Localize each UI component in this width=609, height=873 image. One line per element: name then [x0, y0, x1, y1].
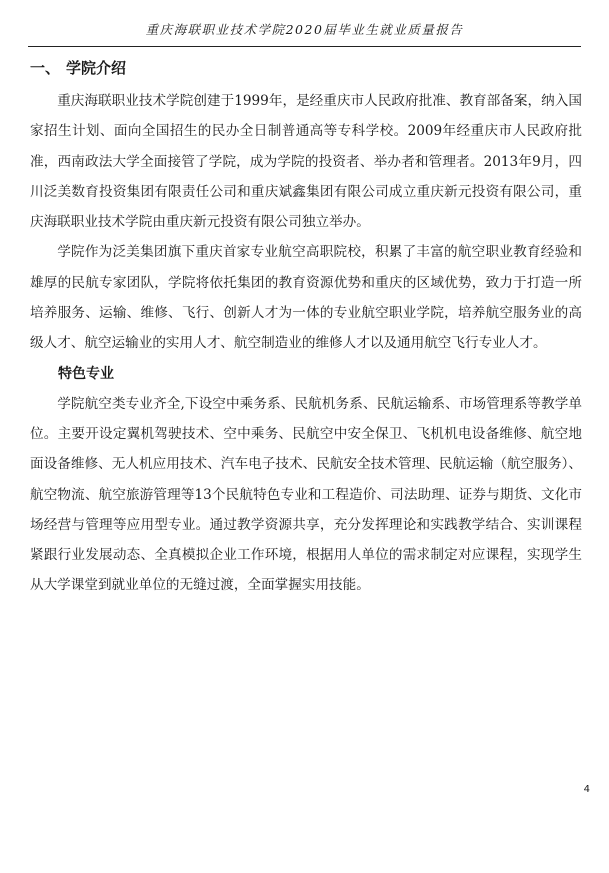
- page-header: [28, 20, 581, 47]
- page-number: 4: [583, 784, 590, 795]
- section-heading: [30, 56, 582, 86]
- section-title: 学院介绍: [66, 59, 127, 77]
- page-content: [30, 56, 582, 601]
- section-number: 一、: [30, 59, 61, 77]
- intro-paragraph-1: 重庆海联职业技术学院创建于1999年，是经重庆市人民政府批准、教育部备案，纳入国家招生计划、面向全国招生的民办全日制普通高等专科学校。2009年经重庆市人民政府批准，西南政法大学全面接管了学院，成为学院的投资者、举办者和管理者。2013年9月，四川泛美数育投资集团有限责任公司和重庆斌鑫集团有限公司成立重庆新元投资有限公司，重庆海联职业技术学院由重庆新元投资有限公司独立举办。: [30, 93, 582, 231]
- subsection-heading: 特色专业: [58, 365, 114, 382]
- report-title: 重庆海联职业技术学院2020届毕业生就业质量报告: [145, 22, 464, 37]
- intro-paragraph-2: 学院作为泛美集团旗下重庆首家专业航空高职院校，积累了丰富的航空职业教育经验和雄厚的民航专家团队，学院将依托集团的教育资源优势和重庆的区域优势，致力于打造一所培养服务、运输、维修、飞行、创新人才为一体的专业航空职业学院，培养航空服务业的高级人才、航空运输业的实用人才、航空制造业的维修人才以及通用航空飞行专业人才。: [30, 244, 582, 352]
- specialty-paragraph: 学院航空类专业齐全,下设空中乘务系、民航机务系、民航运输系、市场管理系等教学单位。主要开设定翼机驾驶技术、空中乘务、民航空中安全保卫、飞机机电设备维修、航空地面设备维修、无人机应用技术、汽车电子技术、民航安全技术管理、民航运输（航空服务）、航空物流、航空旅游管理等13个民航特色专业和工程造价、司法助理、证券与期货、文化市场经营与管理等应用型专业。通过教学资源共享，充分发挥理论和实践教学结合、实训课程紧跟行业发展动态、全真模拟企业工作环境，根据用人单位的需求制定对应课程，实现学生从大学课堂到就业单位的无缝过渡，全面掌握实用技能。: [30, 395, 582, 594]
